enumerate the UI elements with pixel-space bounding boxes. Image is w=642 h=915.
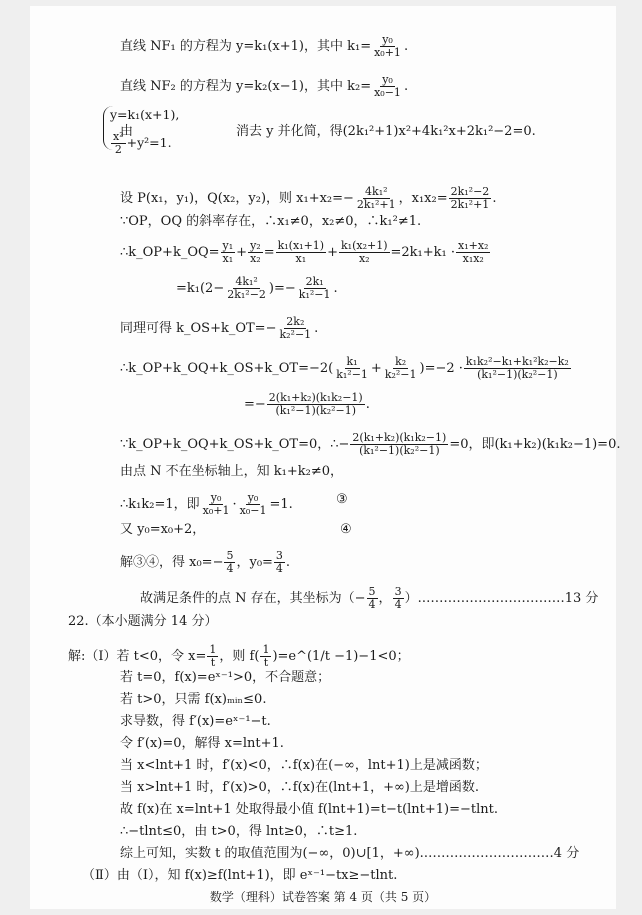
den: k₂²−1 xyxy=(279,328,312,341)
line-t-zero: 若 t=0，f(x)=eˣ⁻¹>0，不合题意； xyxy=(120,670,331,685)
num: k₁ xyxy=(346,355,358,368)
fraction xyxy=(221,240,236,265)
num: k₂ xyxy=(395,355,407,368)
num: x² xyxy=(113,130,124,143)
line-kop-koq xyxy=(120,240,491,265)
line-n-not-on-axis: 由点 N 不在坐标轴上，知 k₁+k₂≠0， xyxy=(120,464,344,479)
den: 4 xyxy=(368,598,376,611)
den: 4 xyxy=(226,562,234,575)
den: x₂ xyxy=(358,252,370,265)
num: y₀ xyxy=(382,73,393,86)
text: . xyxy=(314,321,319,336)
system-eq-1: y=k₁(x+1), xyxy=(110,107,180,122)
fraction xyxy=(201,492,232,517)
fraction xyxy=(207,644,218,669)
den: t xyxy=(263,656,269,669)
text: )=− xyxy=(268,281,296,296)
fraction xyxy=(274,550,285,575)
text: · xyxy=(232,497,237,512)
fraction xyxy=(248,240,263,265)
text: )=e^(1/t −1)−1<0； xyxy=(272,649,410,664)
text: . xyxy=(285,555,291,570)
den: k₁²−1 xyxy=(298,288,331,301)
fraction xyxy=(277,316,313,341)
fraction-k2 xyxy=(372,74,403,99)
num: y₁ xyxy=(222,239,234,252)
line-part1-t-neg xyxy=(68,644,410,669)
text: + xyxy=(370,361,382,376)
text: 解:（Ⅰ）若 t<0，令 x= xyxy=(68,649,207,664)
num: 1 xyxy=(262,643,270,656)
num: 4k₁² xyxy=(235,275,258,288)
fraction xyxy=(276,240,327,265)
num: 3 xyxy=(394,585,402,598)
num: 5 xyxy=(368,585,376,598)
line-minimum: 故 f(x)在 x=lnt+1 处取得最小值 f(lnt+1)=t−t(lnt+1)=−tlnt. xyxy=(120,802,499,817)
num: 1 xyxy=(209,643,217,656)
den: (k₁²−1)(k₂²−1) xyxy=(477,368,558,381)
line-kop-result xyxy=(176,276,338,301)
system-eq-2 xyxy=(110,131,172,156)
fraction xyxy=(238,492,269,517)
line-critical: 令 f′(x)=0，解得 x=lnt+1. xyxy=(120,736,284,751)
text: . xyxy=(333,281,338,296)
text: 故满足条件的点 N 存在，其坐标为（− xyxy=(140,591,366,606)
num: 2k₂ xyxy=(286,315,305,328)
text: . xyxy=(403,79,409,94)
system-label: 由 xyxy=(120,124,134,139)
den: 2k₁²+1 xyxy=(356,198,396,211)
num: y₀ xyxy=(382,33,393,46)
marker-4: ④ xyxy=(340,522,352,537)
text: . xyxy=(403,39,409,54)
text: 解③④，得 x₀=− xyxy=(120,555,224,570)
line-decreasing: 当 x<lnt+1 时，f′(x)<0，∴f(x)在(−∞，lnt+1)上是减函数； xyxy=(120,758,488,773)
text: =k₁(2− xyxy=(176,281,225,296)
den: x₀−1 xyxy=(374,86,401,99)
text: ∵k_OP+k_OQ+k_OS+k_OT=0，∴− xyxy=(120,437,350,452)
den: x₁ xyxy=(222,252,234,265)
den: 4 xyxy=(275,562,283,575)
text: ，则 f( xyxy=(219,649,260,664)
line-solve xyxy=(120,550,290,575)
answer-sheet-page xyxy=(30,6,621,909)
line-sum-factored xyxy=(244,392,370,417)
text: ∴k_OP+k_OQ= xyxy=(120,245,220,260)
line-sum-four-slopes xyxy=(120,356,572,381)
fraction xyxy=(224,550,235,575)
fraction xyxy=(334,356,370,381)
fraction-k1 xyxy=(372,34,403,59)
text: = xyxy=(263,245,275,260)
den: t xyxy=(210,656,216,669)
line-conclusion-13 xyxy=(140,586,598,611)
num: k₁(x₁+1) xyxy=(277,239,325,252)
fraction xyxy=(355,186,398,211)
den: x₀+1 xyxy=(202,504,230,517)
line-part2: （Ⅱ）由（Ⅰ），知 f(x)≥f(lnt+1)，即 eˣ⁻¹−tx≥−tlnt. xyxy=(82,868,398,883)
text: ，x₁x₂= xyxy=(398,191,448,206)
text: +y²=1. xyxy=(126,135,172,150)
den: x₂ xyxy=(250,252,261,265)
fraction xyxy=(267,392,365,417)
num: 4k₁² xyxy=(365,185,388,198)
line-sum-zero xyxy=(120,432,620,457)
text: ∴k₁k₂=1，即 xyxy=(120,497,200,512)
line-nf2 xyxy=(120,74,408,99)
line-derivative: 求导数，得 f′(x)=eˣ⁻¹−t. xyxy=(120,714,271,729)
num: 2k₁ xyxy=(305,275,324,288)
page-footer: 数学（理科）试卷答案 第 4 页（共 5 页） xyxy=(209,890,437,904)
problem-22-heading: 22.（本小题满分 14 分） xyxy=(68,614,218,629)
text: ，y₀= xyxy=(236,555,273,570)
fraction xyxy=(260,644,271,669)
fraction xyxy=(367,586,378,611)
fraction xyxy=(456,240,490,265)
line-t-ge-1: ∴−tlnt≤0，由 t>0，得 lnt≥0，∴t≥1. xyxy=(120,824,358,839)
fraction xyxy=(339,240,390,265)
den: 2k₁²−2 xyxy=(227,288,266,301)
fraction xyxy=(350,432,448,457)
text: ∴k_OP+k_OQ+k_OS+k_OT=−2( xyxy=(120,361,334,376)
num: y₂ xyxy=(250,239,261,252)
line-k1k2 xyxy=(120,492,293,517)
line-increasing: 当 x>lnt+1 时，f′(x)>0，∴f(x)在(lnt+1，+∞)上是增函数. xyxy=(120,780,480,795)
den: x₁x₂ xyxy=(462,252,484,265)
num: 5 xyxy=(226,549,234,562)
text: + xyxy=(327,245,338,260)
num: k₁k₂²−k₁+k₁²k₂−k₂ xyxy=(465,355,569,368)
text: 同理可得 k_OS+k_OT=− xyxy=(120,321,277,336)
line-kos-kot xyxy=(120,316,318,341)
fraction xyxy=(449,186,492,211)
num: k₁(x₂+1) xyxy=(341,239,388,252)
den: x₁ xyxy=(295,252,307,265)
den: x₀−1 xyxy=(239,504,267,517)
num: 3 xyxy=(275,549,283,562)
fraction xyxy=(225,276,268,301)
text: )=−2 · xyxy=(419,361,463,376)
text: =1. xyxy=(269,497,293,512)
text: . xyxy=(365,397,370,412)
den: k₁²−1 xyxy=(336,368,368,381)
line-t-pos: 若 t>0，只需 f(x)ₘᵢₙ≤0. xyxy=(120,692,267,707)
text: ， xyxy=(378,591,392,606)
system-simplified: 消去 y 并化简，得(2k₁²+1)x²+4k₁²x+2k₁²−2=0. xyxy=(236,124,536,139)
num: y₀ xyxy=(247,491,259,504)
den: (k₁²−1)(k₂²−1) xyxy=(275,404,357,417)
fraction xyxy=(297,276,333,301)
fraction xyxy=(383,356,419,381)
line-vieta xyxy=(120,186,496,211)
text: ）.……………………………13 分 xyxy=(404,591,599,606)
den: (k₁²−1)(k₂²−1) xyxy=(359,444,440,457)
fraction-x2-over-2 xyxy=(111,131,126,156)
den: 2k₁²+1 xyxy=(450,198,490,211)
den: k₂²−1 xyxy=(384,368,417,381)
text: . xyxy=(492,191,497,206)
line-slopes-exist: ∵OP，OQ 的斜率存在，∴x₁≠0，x₂≠0，∴k₁²≠1. xyxy=(120,214,422,229)
fraction xyxy=(393,586,404,611)
den: 2 xyxy=(114,143,122,156)
num: 2(k₁+k₂)(k₁k₂−1) xyxy=(268,391,363,404)
text: =0，即(k₁+k₂)(k₁k₂−1)=0. xyxy=(449,437,621,452)
fraction xyxy=(464,356,571,381)
num: x₁+x₂ xyxy=(458,239,489,252)
line-range-4pts: 综上可知，实数 t 的取值范围为(−∞，0)∪[1，+∞).…………………………4 分 xyxy=(120,846,580,861)
text: 直线 NF₂ 的方程为 y=k₂(x−1)，其中 k₂= xyxy=(120,79,372,94)
text: 设 P(x₁，y₁)，Q(x₂，y₂)，则 x₁+x₂=− xyxy=(120,191,354,206)
text: =− xyxy=(244,397,266,412)
num: 2(k₁+k₂)(k₁k₂−1) xyxy=(352,431,447,444)
den: x₀+1 xyxy=(374,46,401,59)
line-y0: 又 y₀=x₀+2， xyxy=(120,522,206,537)
marker-3: ③ xyxy=(336,492,348,507)
den: 4 xyxy=(394,598,402,611)
text: 直线 NF₁ 的方程为 y=k₁(x+1)，其中 k₁= xyxy=(120,39,372,54)
num: y₀ xyxy=(210,491,222,504)
line-nf1 xyxy=(120,34,408,59)
text: =2k₁+k₁ · xyxy=(390,245,455,260)
num: 2k₁²−2 xyxy=(450,185,490,198)
text: + xyxy=(236,245,248,260)
